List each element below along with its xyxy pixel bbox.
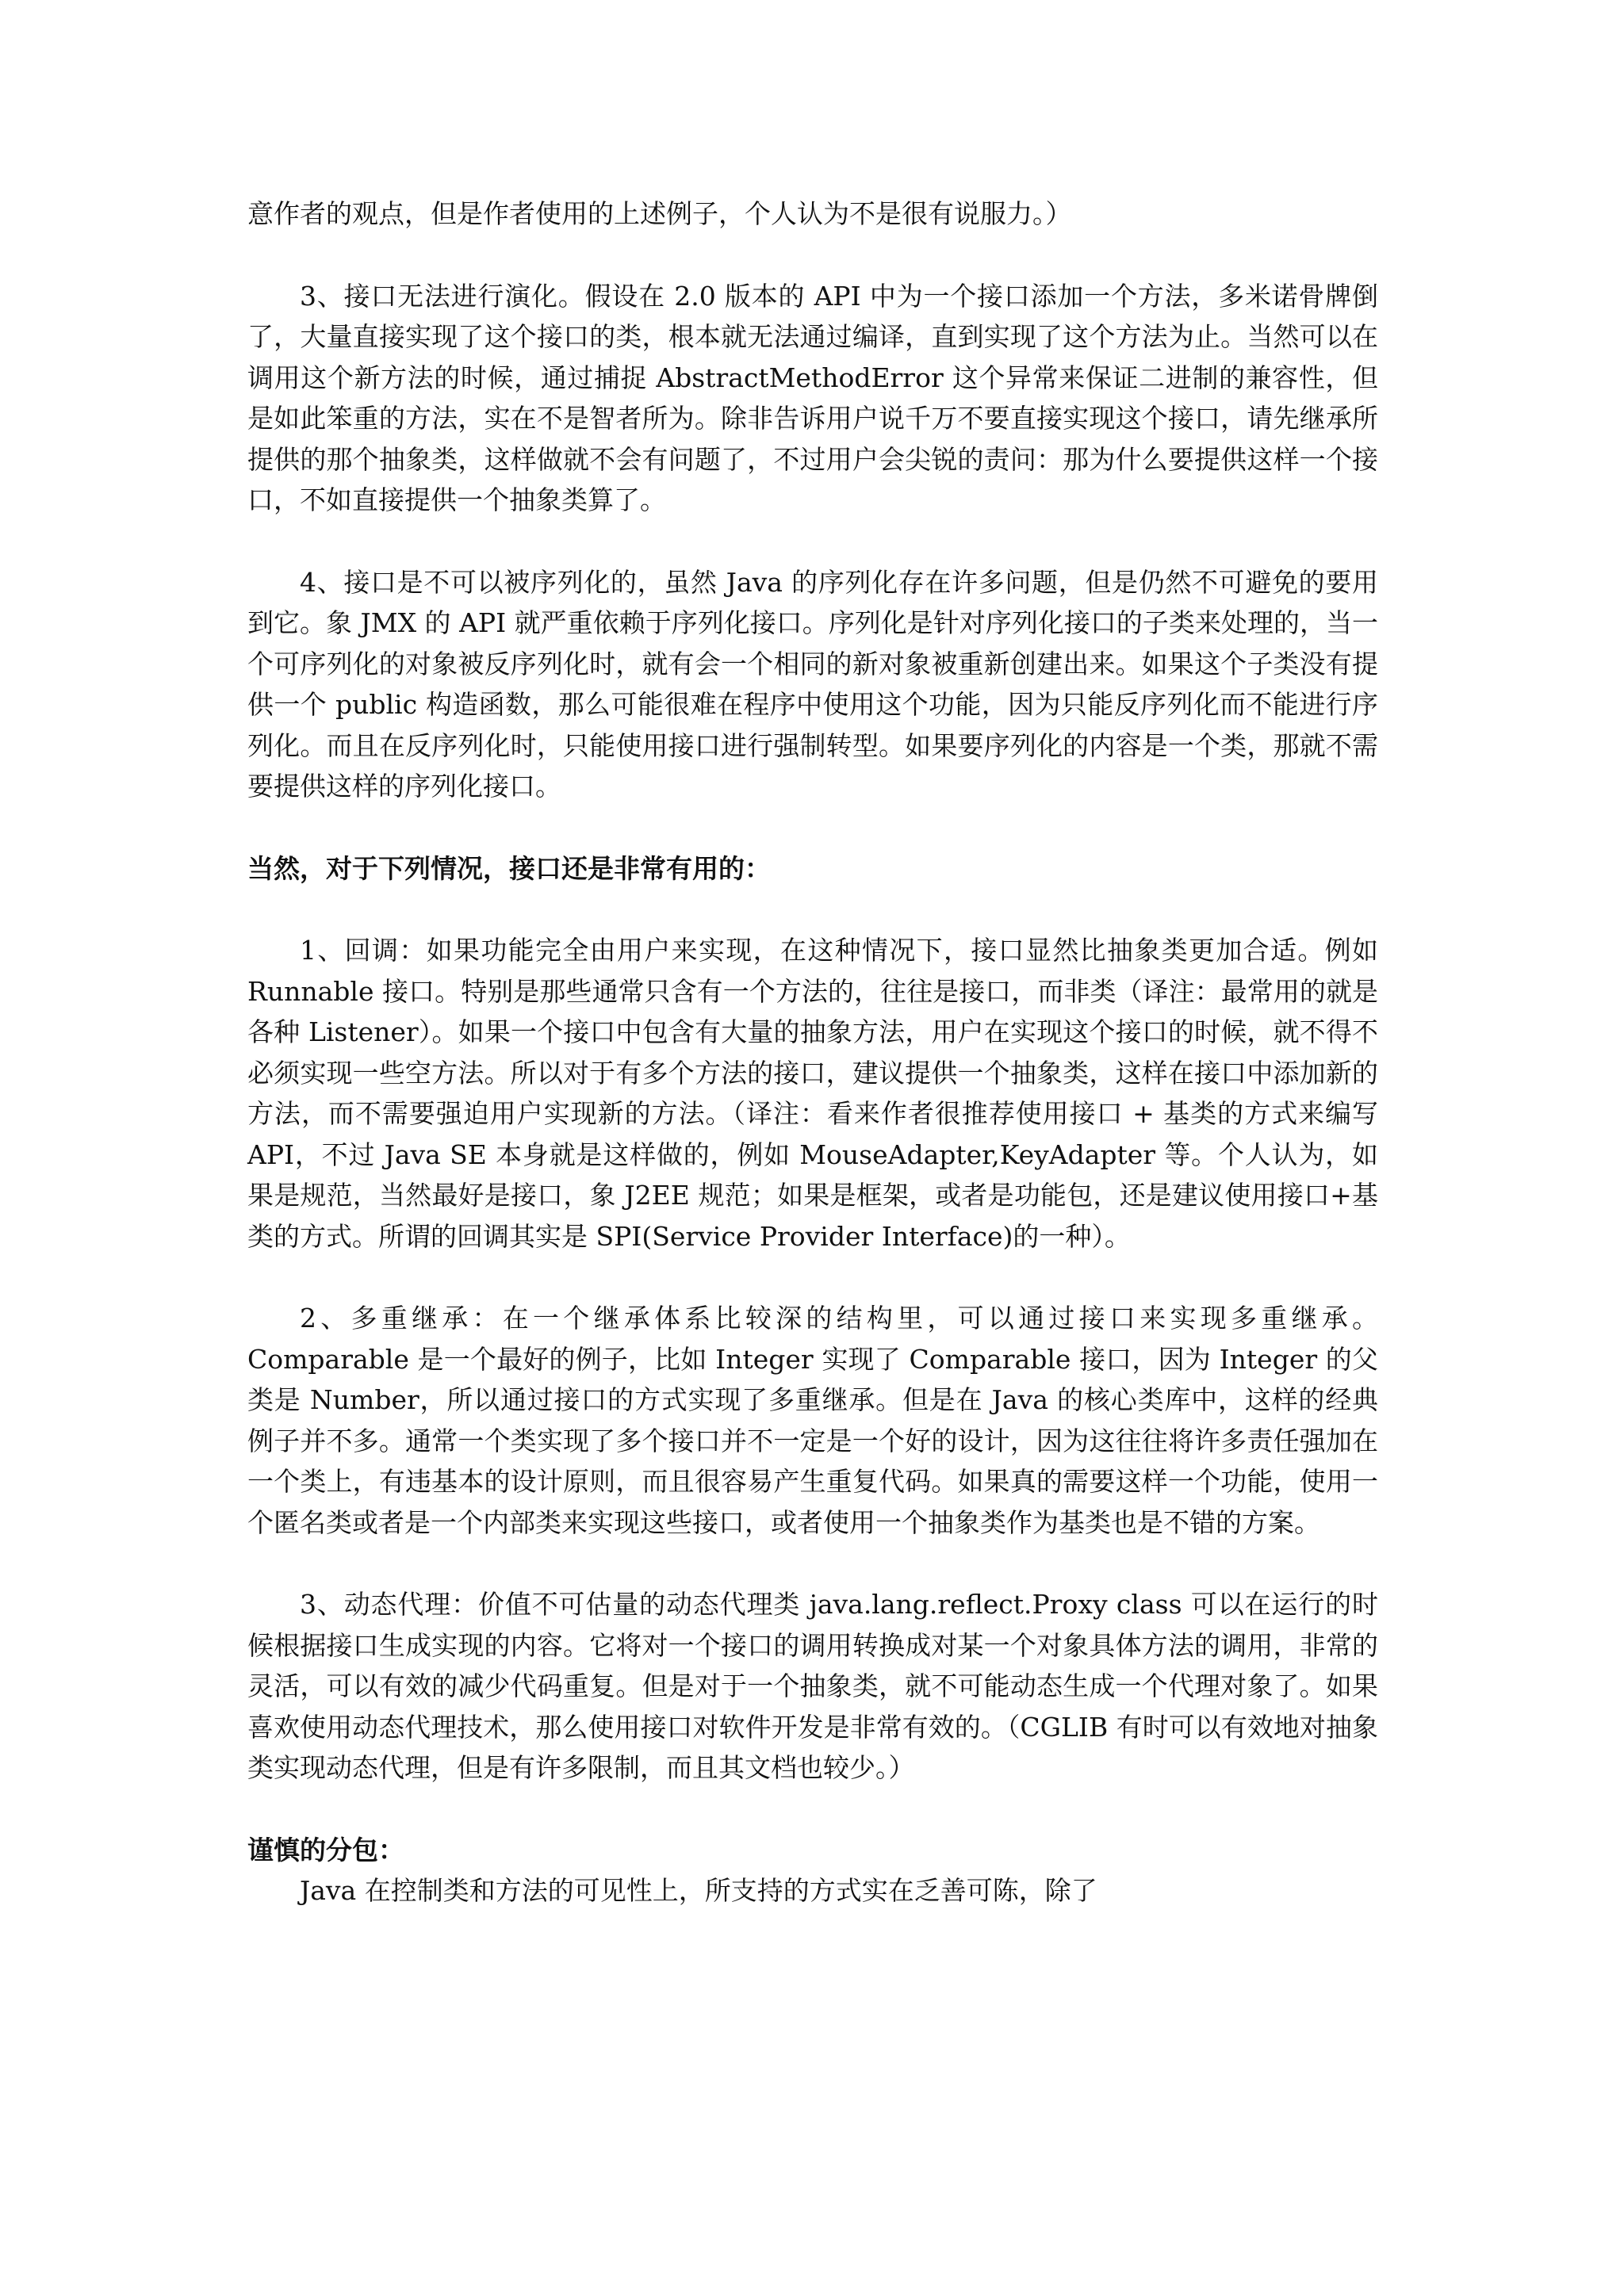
paragraph-multiple-inheritance: 2、多重继承：在一个继承体系比较深的结构里，可以通过接口来实现多重继承。Comparable 是一个最好的例子，比如 Integer 实现了 Comparable 接口，因为 Integer 的父类是 Number，所以通过接口的方式实现了多重继承。但是在 Java 的核心类库中，这样的经典例子并不多。通常一个类实现了多个接口并不一定是一个好的设计，因为这往往将许多责任强加在一个类上，有违基本的设计原则，而且很容易产生重复代码。如果真的需要这样一个功能，使用一个匿名类或者是一个内部类来实现这些接口，或者使用一个抽象类作为基类也是不错的方案。	[247, 1303, 1378, 1538]
paragraph-callback: 1、回调：如果功能完全由用户来实现，在这种情况下，接口显然比抽象类更加合适。例如 Runnable 接口。特别是那些通常只含有一个方法的，往往是接口，而非类（译注：最常用的就是各种 Listener）。如果一个接口中包含有大量的抽象方法，用户在实现这个接口的时候，就不得不必须实现一些空方法。所以对于有多个方法的接口，建议提供一个抽象类，这样在接口中添加新的方法，而不需要强迫用户实现新的方法。（译注：看来作者很推荐使用接口 + 基类的方式来编写 API，不过 Java SE 本身就是这样做的，例如 MouseAdapter,KeyAdapter 等。个人认为，如果是规范，当然最好是接口，象 J2EE 规范；如果是框架，或者是功能包，还是建议使用接口+基类的方式。所谓的回调其实是 SPI(Service Provider Interface)的一种）。	[247, 935, 1378, 1252]
paragraph-continuation: 意作者的观点，但是作者使用的上述例子，个人认为不是很有说服力。）	[247, 198, 1072, 229]
paragraph-serialization: 4、接口是不可以被序列化的，虽然 Java 的序列化存在许多问题，但是仍然不可避免的要用到它。象 JMX 的 API 就严重依赖于序列化接口。序列化是针对序列化接口的子类来处理的，当一个可序列化的对象被反序列化时，就有会一个相同的新对象被重新创建出来。如果这个子类没有提供一个 public 构造函数，那么可能很难在程序中使用这个功能，因为只能反序列化而不能进行序列化。而且在反序列化时，只能使用接口进行强制转型。如果要序列化的内容是一个类，那就不需要提供这样的序列化接口。	[247, 566, 1378, 802]
paragraph-dynamic-proxy: 3、动态代理：价值不可估量的动态代理类 java.lang.reflect.Proxy class 可以在运行的时候根据接口生成实现的内容。它将对一个接口的调用转换成对某一个对象具体方法的调用，非常的灵活，可以有效的减少代码重复。但是对于一个抽象类，就不可能动态生成一个代理对象了。如果喜欢使用动态代理技术，那么使用接口对软件开发是非常有效的。（CGLIB 有时可以有效地对抽象类实现动态代理，但是有许多限制，而且其文档也较少。）	[247, 1589, 1378, 1783]
paragraph-visibility: Java 在控制类和方法的可见性上，所支持的方式实在乏善可陈，除了	[300, 1875, 1097, 1906]
document-page	[247, 193, 1378, 1911]
paragraph-interface-evolution: 3、接口无法进行演化。假设在 2.0 版本的 API 中为一个接口添加一个方法，多米诺骨牌倒了，大量直接实现了这个接口的类，根本就无法通过编译，直到实现了这个方法为止。当然可以在调用这个新方法的时候，通过捕捉 AbstractMethodError 这个异常来保证二进制的兼容性，但是如此笨重的方法，实在不是智者所为。除非告诉用户说千万不要直接实现这个接口，请先继承所提供的那个抽象类，这样做就不会有问题了，不过用户会尖锐的责问：那为什么要提供这样一个接口，不如直接提供一个抽象类算了。	[247, 280, 1378, 515]
section-heading-useful-cases: 当然，对于下列情况，接口还是非常有用的：	[247, 852, 771, 884]
section-heading-packaging: 谨慎的分包：	[247, 1834, 404, 1866]
